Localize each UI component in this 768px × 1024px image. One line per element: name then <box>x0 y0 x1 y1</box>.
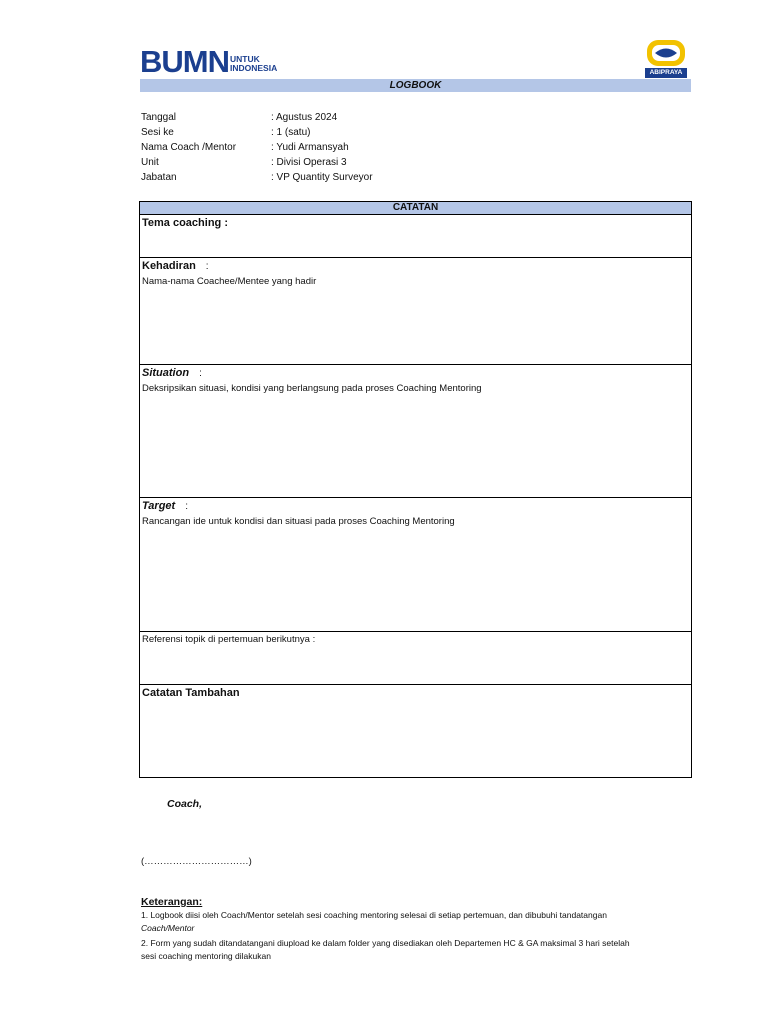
signature-line: (……………………………) <box>141 856 252 867</box>
keterangan-line-1: 1. Logbook diisi oleh Coach/Mentor setelah sesi coaching mentoring selesai di setiap pertemuan, dan dibubuhi tandatangan <box>141 910 607 920</box>
target-desc: Rancangan ide untuk kondisi dan situasi pada proses Coaching Mentoring <box>142 516 455 527</box>
target-title: Target <box>142 500 176 512</box>
situation-title: Situation <box>142 367 190 379</box>
colon: : <box>199 368 202 379</box>
keterangan-line-2b: sesi coaching mentoring dilakukan <box>141 951 271 961</box>
info-label: Jabatan <box>141 172 177 183</box>
referensi-box[interactable] <box>139 632 692 685</box>
keterangan-title: Keterangan: <box>141 896 203 908</box>
kehadiran-label <box>142 260 209 272</box>
info-label: Unit <box>141 157 159 168</box>
info-value: : Yudi Armansyah <box>271 142 349 153</box>
keterangan-line-2: 2. Form yang sudah ditandatangani diupload ke dalam folder yang disediakan oleh Departemen HC & GA maksimal 3 hari setelah <box>141 938 630 948</box>
catatan-header: CATATAN <box>139 201 692 215</box>
info-row-unit <box>141 156 541 170</box>
abipraya-logo <box>643 38 689 80</box>
catatan-tambahan-box[interactable] <box>139 685 692 778</box>
referensi-label: Referensi topik di pertemuan berikutnya : <box>142 634 316 645</box>
logbook-title: LOGBOOK <box>140 79 691 92</box>
info-row-nama <box>141 141 541 155</box>
coach-signature-label: Coach, <box>167 798 203 810</box>
kehadiran-box[interactable] <box>139 258 692 365</box>
info-value: : VP Quantity Surveyor <box>271 172 373 183</box>
situation-label <box>142 367 202 379</box>
tema-coaching-label: Tema coaching : <box>142 217 228 229</box>
kehadiran-title: Kehadiran <box>142 260 196 272</box>
colon: : <box>185 501 188 512</box>
info-row-sesi <box>141 126 541 140</box>
keterangan-line-1b: Coach/Mentor <box>141 923 195 933</box>
info-row-tanggal <box>141 111 541 125</box>
info-label: Nama Coach /Mentor <box>141 142 237 153</box>
situation-desc: Deksripsikan situasi, kondisi yang berlangsung pada proses Coaching Mentoring <box>142 383 482 394</box>
colon: : <box>205 261 209 272</box>
info-value: : Divisi Operasi 3 <box>271 157 347 168</box>
target-label <box>142 500 188 512</box>
tema-coaching-box[interactable] <box>139 215 692 258</box>
bumn-logo-text: BUMN <box>140 44 229 79</box>
info-label: Sesi ke <box>141 127 174 138</box>
info-value: : 1 (satu) <box>271 127 311 138</box>
info-value: : Agustus 2024 <box>271 112 338 123</box>
info-label: Tanggal <box>141 112 177 123</box>
target-box[interactable] <box>139 498 692 632</box>
situation-box[interactable] <box>139 365 692 498</box>
info-row-jabatan <box>141 171 541 185</box>
abipraya-logo-text: ABIPRAYA <box>649 69 683 76</box>
bumn-sub-1: UNTUK <box>230 54 260 64</box>
bumn-logo <box>140 46 285 78</box>
kehadiran-desc: Nama-nama Coachee/Mentee yang hadir <box>142 276 317 287</box>
catatan-tambahan-label: Catatan Tambahan <box>142 687 240 699</box>
bumn-logo-subtext <box>230 55 277 73</box>
bumn-sub-2: INDONESIA <box>230 63 278 73</box>
